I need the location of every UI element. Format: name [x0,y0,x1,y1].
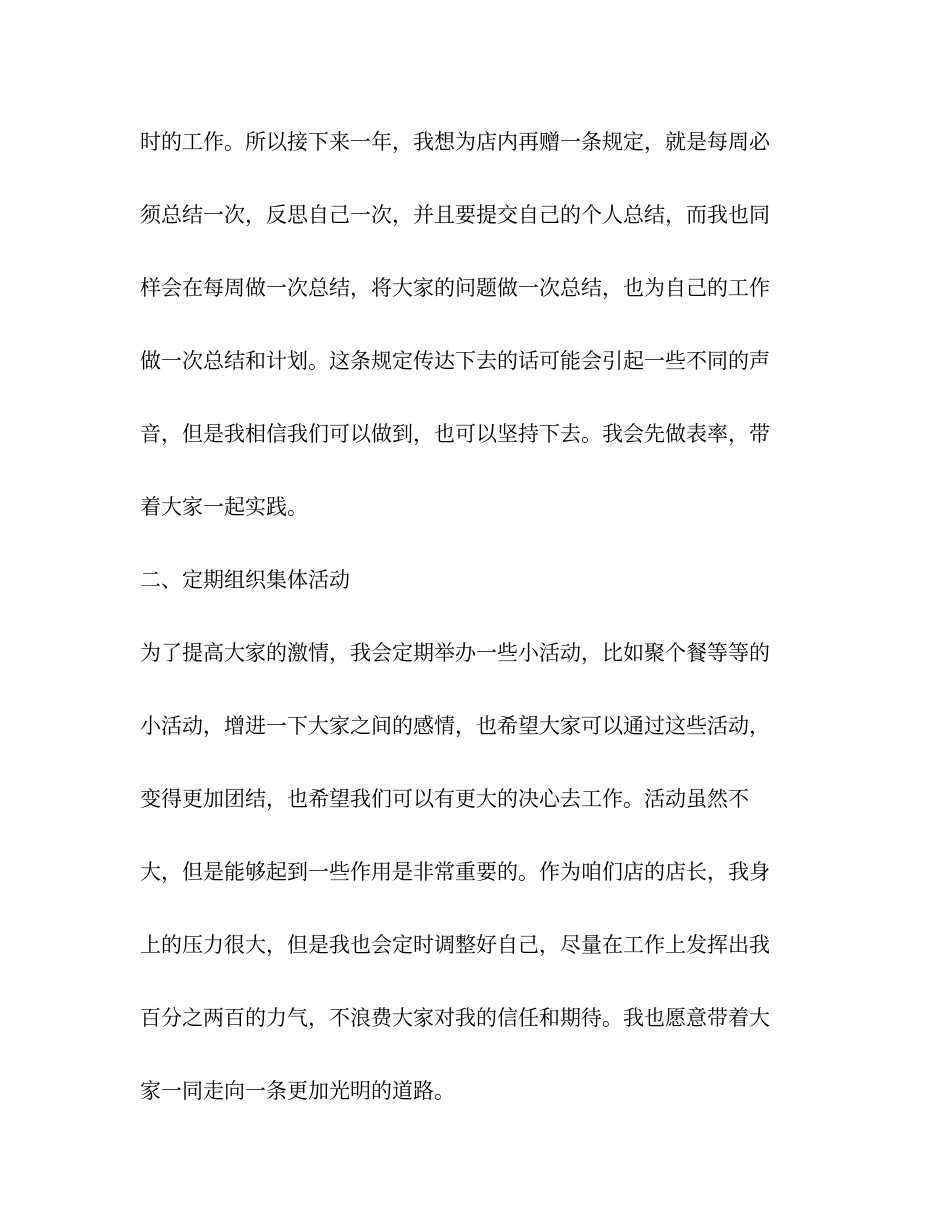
text-line: 变得更加团结，也希望我们可以有更大的决心去工作。活动虽然不 [140,787,749,811]
text-line: 上的压力很大，但是我也会定时调整好自己，尽量在工作上发挥出我 [140,933,770,957]
text-line: 做一次总结和计划。这条规定传达下去的话可能会引起一些不同的声 [140,349,770,373]
text-line: 大，但是能够起到一些作用是非常重要的。作为咱们店的店长，我身 [140,860,770,884]
text-line: 着大家一起实践。 [140,495,308,519]
text-line: 百分之两百的力气，不浪费大家对我的信任和期待。我也愿意带着大 [140,1006,770,1030]
text-line: 为了提高大家的激情，我会定期举办一些小活动，比如聚个餐等等的 [140,641,770,665]
text-line: 须总结一次，反思自己一次，并且要提交自己的个人总结，而我也同 [140,203,770,227]
text-line: 时的工作。所以接下来一年，我想为店内再赠一条规定，就是每周必 [140,130,770,154]
text-line: 小活动，增进一下大家之间的感情，也希望大家可以通过这些活动， [140,714,770,738]
text-line: 样会在每周做一次总结，将大家的问题做一次总结，也为自己的工作 [140,276,770,300]
section-heading: 二、定期组织集体活动 [140,568,350,592]
text-line: 音，但是我相信我们可以做到，也可以坚持下去。我会先做表率，带 [140,422,770,446]
text-line: 家一同走向一条更加光明的道路。 [140,1079,455,1103]
